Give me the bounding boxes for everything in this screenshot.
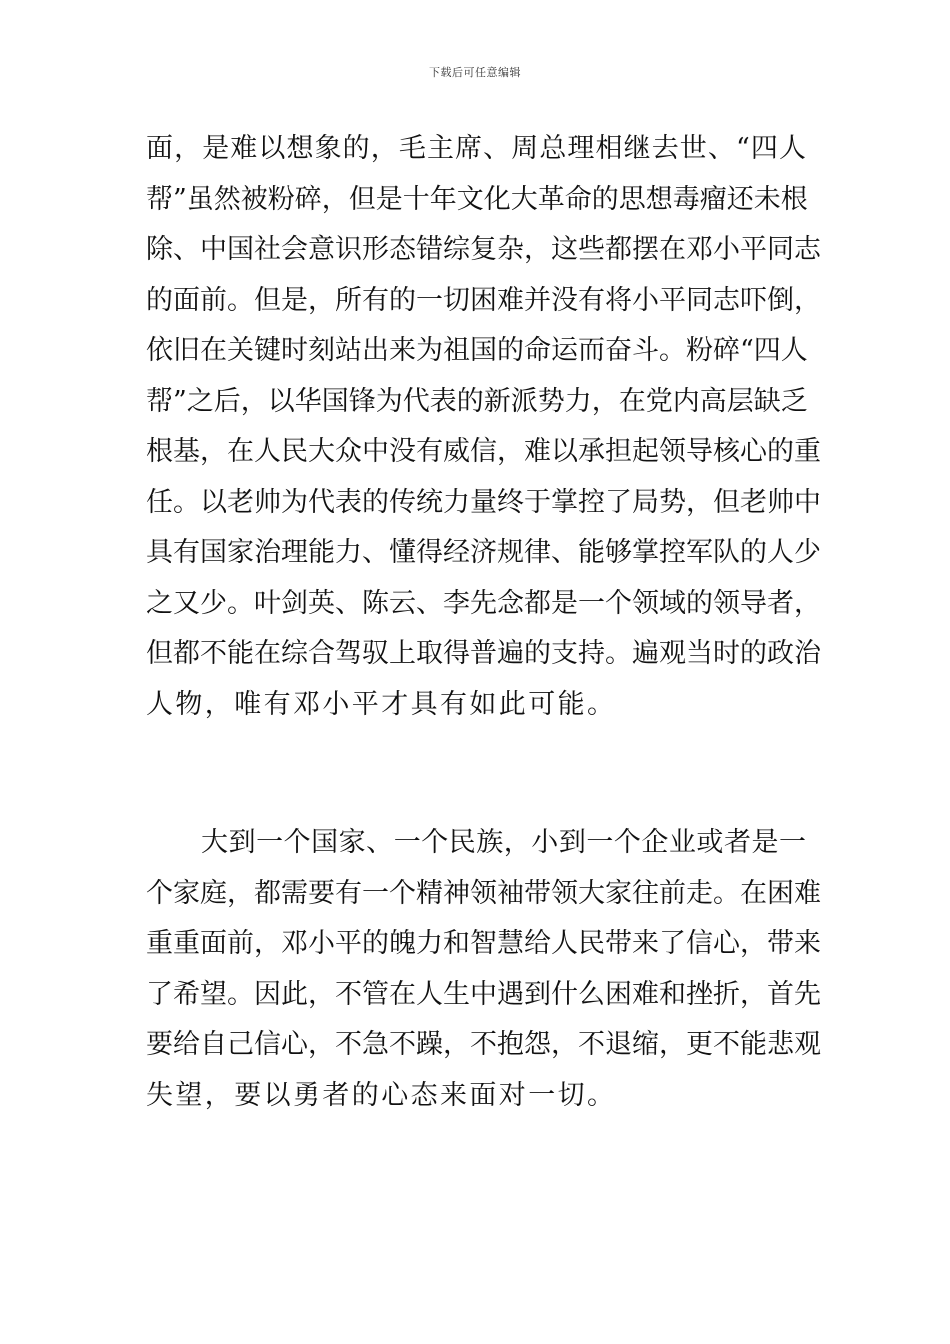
paragraph-line: 大到一个国家、一个民族，小到一个企业或者是一 bbox=[146, 827, 806, 858]
paragraph-line: 面，是难以想象的，毛主席、周总理相继去世、“四人 bbox=[146, 133, 806, 164]
paragraph-line: 具有国家治理能力、懂得经济规律、能够掌控军队的人少 bbox=[146, 537, 821, 568]
paragraph-line: 了希望。因此，不管在人生中遇到什么困难和挫折，首先 bbox=[146, 978, 821, 1010]
paragraph-line: 人物，唯有邓小平才具有如此可能。 bbox=[146, 688, 617, 720]
paragraph-line: 但都不能在综合驾驭上取得普遍的支持。遍观当时的政治 bbox=[146, 638, 821, 669]
paragraph-line: 根基，在人民大众中没有威信，难以承担起领导核心的重 bbox=[146, 436, 821, 467]
paragraph-1 bbox=[146, 124, 821, 730]
paragraph-line: 之又少。叶剑英、陈云、李先念都是一个领域的领导者， bbox=[146, 587, 821, 619]
paragraph-line: 依旧在关键时刻站出来为祖国的命运而奋斗。粉碎“四人 bbox=[146, 335, 808, 366]
paragraph-2 bbox=[146, 818, 821, 1121]
paragraph-line: 帮”虽然被粉碎，但是十年文化大革命的思想毒瘤还未根 bbox=[146, 183, 808, 215]
paragraph-line: 个家庭，都需要有一个精神领袖带领大家往前走。在困难 bbox=[146, 877, 821, 909]
paragraph-line: 任。以老帅为代表的传统力量终于掌控了局势，但老帅中 bbox=[146, 486, 821, 518]
paragraph-line: 的面前。但是，所有的一切困难并没有将小平同志吓倒， bbox=[146, 284, 821, 316]
paragraph-line: 除、中国社会意识形态错综复杂，这些都摆在邓小平同志 bbox=[146, 234, 821, 265]
paragraph-line: 失望，要以勇者的心态来面对一切。 bbox=[146, 1079, 617, 1111]
paragraph-line: 帮”之后，以华国锋为代表的新派势力，在党内高层缺乏 bbox=[146, 385, 808, 417]
paragraph-line: 重重面前，邓小平的魄力和智慧给人民带来了信心，带来 bbox=[146, 928, 821, 959]
page-header: 下载后可任意编辑 bbox=[429, 66, 521, 79]
paragraph-line: 要给自己信心，不急不躁，不抱怨，不退缩，更不能悲观 bbox=[146, 1029, 821, 1060]
